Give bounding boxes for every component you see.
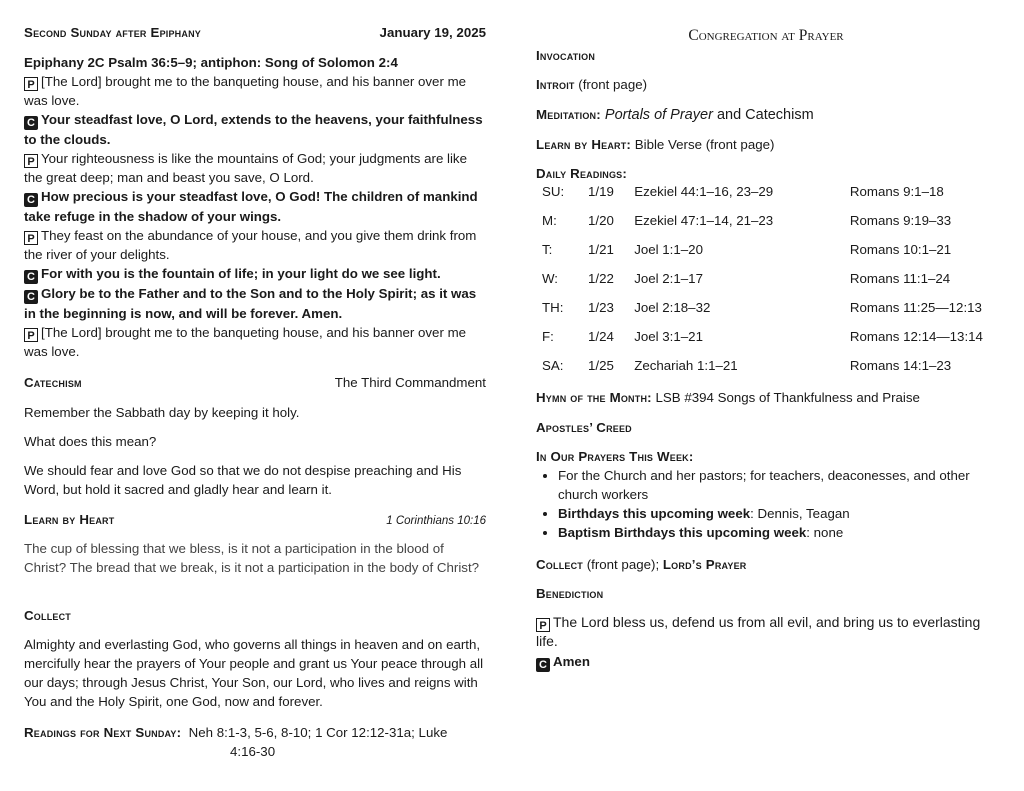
reading-row (542, 264, 996, 293)
meditation-rest: and Catechism (716, 107, 814, 123)
congregation-marker: C (24, 193, 38, 207)
reading-nt: Romans 9:1–18 (849, 184, 944, 199)
sunday-title: Second Sunday after Epiphany (24, 25, 201, 40)
psalm-line: P They feast on the abundance of your house, and you give them drink from the river of your delights. (24, 228, 477, 262)
congregation-marker: C (536, 658, 550, 672)
catechism-line-1: Remember the Sabbath day by keeping it holy. (24, 405, 300, 420)
learn-header (24, 510, 486, 531)
collect-line (536, 555, 747, 574)
benediction-heading: Benediction (536, 586, 604, 601)
reading-nt: Romans 11:1–24 (849, 271, 951, 286)
psalm-heading: Epiphany 2C Psalm 36:5–9; antiphon: Song of Solomon 2:4 (24, 55, 398, 70)
collect-text: Almighty and everlasting God, who governs all things in heaven and on earth, mercifully hear the prayers of Your people and grant us Your peace through all our days; through Jesus Christ, Your Son, our Lord, who lives and reigns with You and the Holy Spirit, one God, now and forever. (24, 637, 484, 709)
reading-day: SU: (542, 184, 565, 199)
reading-nt: Romans 14:1–23 (849, 358, 952, 373)
introit-label: Introit (536, 77, 575, 92)
introit-note: (front page) (578, 77, 648, 92)
meditation-label: Meditation: (536, 107, 601, 122)
reading-day: W: (542, 271, 559, 286)
pastor-marker: P (24, 328, 38, 342)
hymn-text: LSB #394 Songs of Thankfulness and Praise (655, 390, 920, 405)
reading-row (542, 322, 996, 351)
next-readings-1: Neh 8:1-3, 5-6, 8-10; 1 Cor 12:12-31a; Luke (188, 725, 448, 740)
prayers-list (536, 466, 1003, 542)
reading-ot: Ezekiel 47:1–14, 21–23 (634, 213, 774, 228)
reading-day: F: (542, 329, 554, 344)
reading-date: 1/24 (588, 329, 614, 344)
reading-row (542, 293, 996, 322)
hymn-label: Hymn of the Month: (536, 390, 652, 405)
catechism-line-2: What does this mean? (24, 434, 157, 449)
reading-row (542, 235, 996, 264)
collect-label: Collect (536, 557, 583, 572)
reading-nt: Romans 9:19–33 (849, 213, 952, 228)
collect-note: (front page); (586, 557, 660, 572)
readings-table (542, 177, 996, 380)
congregation-marker: C (24, 270, 38, 284)
catechism-heading: Catechism (24, 375, 82, 390)
learn-verse: The cup of blessing that we bless, is it not a participation in the blood of Christ? The bread that we break, is it not a participation in the body of Christ? (24, 541, 480, 575)
meditation-title: Portals of Prayer (604, 107, 713, 123)
prayer-item: • Birthdays this upcoming week: Dennis, Teagan (558, 504, 1003, 523)
reading-date: 1/20 (588, 213, 614, 228)
catechism-meaning: We should fear and love God so that we do not despise preaching and His Word, but hold it sacred and gladly hear and learn it. (24, 463, 462, 497)
next-readings-2: 4:16-30 (230, 744, 276, 759)
learn-text: Bible Verse (front page) (634, 137, 775, 152)
reading-row (542, 206, 996, 235)
benediction-text: P The Lord bless us, defend us from all evil, and bring us to everlasting life. (536, 614, 981, 649)
psalm-line: P Your righteousness is like the mountains of God; your judgments are like the great deep; man and beast you save, O Lord. (24, 151, 467, 185)
service-date: January 19, 2025 (379, 25, 486, 40)
prayer-item: • For the Church and her pastors; for teachers, deaconesses, and other church workers (558, 466, 1003, 504)
catechism-header (24, 373, 486, 392)
learn-line (536, 135, 774, 154)
congregation-marker: C (24, 116, 38, 130)
psalm-line: P [The Lord] brought me to the banqueting house, and his banner over me was love. (24, 325, 467, 359)
catechism-subtitle: The Third Commandment (334, 375, 486, 390)
reading-ot: Zechariah 1:1–21 (634, 358, 738, 373)
reading-day: M: (542, 213, 557, 228)
amen-line: C Amen (536, 652, 590, 672)
pastor-marker: P (24, 231, 38, 245)
reading-ot: Joel 2:1–17 (634, 271, 703, 286)
meditation-line (536, 105, 814, 125)
lords-prayer: Lord’s Prayer (662, 557, 747, 572)
prayers-label: In Our Prayers This Week: (536, 449, 694, 464)
reading-ot: Joel 2:18–32 (634, 300, 711, 315)
reading-day: SA: (542, 358, 564, 373)
pastor-marker: P (24, 77, 38, 91)
page-title: Congregation at Prayer (688, 27, 844, 44)
reading-date: 1/22 (588, 271, 614, 286)
congregation-marker: C (24, 290, 38, 304)
psalm-line: C Your steadfast love, O Lord, extends to the heavens, your faithfulness to the clouds. (24, 112, 483, 147)
psalm-section (24, 53, 486, 361)
introit-line (536, 75, 647, 94)
reading-row (542, 177, 996, 206)
learn-reference: 1 Corinthians 10:16 (386, 515, 486, 527)
reading-date: 1/23 (588, 300, 614, 315)
reading-date: 1/21 (588, 242, 614, 257)
reading-nt: Romans 11:25—12:13 (849, 300, 982, 315)
reading-nt: Romans 10:1–21 (849, 242, 952, 257)
pastor-marker: P (536, 618, 550, 632)
reading-nt: Romans 12:14—13:14 (849, 329, 983, 344)
reading-day: TH: (542, 300, 564, 315)
collect-heading: Collect (24, 608, 71, 623)
reading-date: 1/19 (588, 184, 614, 199)
learn-label: Learn by Heart: (536, 137, 632, 152)
reading-row (542, 351, 996, 380)
pastor-marker: P (24, 154, 38, 168)
reading-ot: Ezekiel 44:1–16, 23–29 (634, 184, 774, 199)
psalm-line: P [The Lord] brought me to the banqueting house, and his banner over me was love. (24, 74, 467, 108)
prayer-item: • Baptism Birthdays this upcoming week: none (558, 523, 1003, 542)
next-sunday: Readings for Next Sunday: Neh 8:1-3, 5-6, 8-10; 1 Cor 12:12-31a; Luke 4:16-30 (24, 723, 494, 761)
reading-day: T: (542, 242, 553, 257)
apostles-creed: Apostles’ Creed (536, 420, 632, 435)
invocation: Invocation (536, 48, 596, 63)
daily-label: Daily Readings: (536, 166, 628, 181)
learn-heading: Learn by Heart (24, 512, 115, 527)
reading-ot: Joel 3:1–21 (634, 329, 703, 344)
psalm-line: C How precious is your steadfast love, O God! The children of mankind take refuge in the shadow of your wings. (24, 189, 478, 224)
psalm-line: C For with you is the fountain of life; in your light do we see light. (24, 264, 486, 284)
psalm-line: C Glory be to the Father and to the Son and to the Holy Spirit; as it was in the beginning is now, and will be forever. Amen. (24, 286, 477, 321)
reading-ot: Joel 1:1–20 (634, 242, 703, 257)
left-header (24, 23, 486, 42)
next-heading: Readings for Next Sunday (24, 725, 177, 740)
reading-date: 1/25 (588, 358, 614, 373)
hymn-line (536, 388, 920, 407)
psalm-lines (24, 72, 486, 361)
